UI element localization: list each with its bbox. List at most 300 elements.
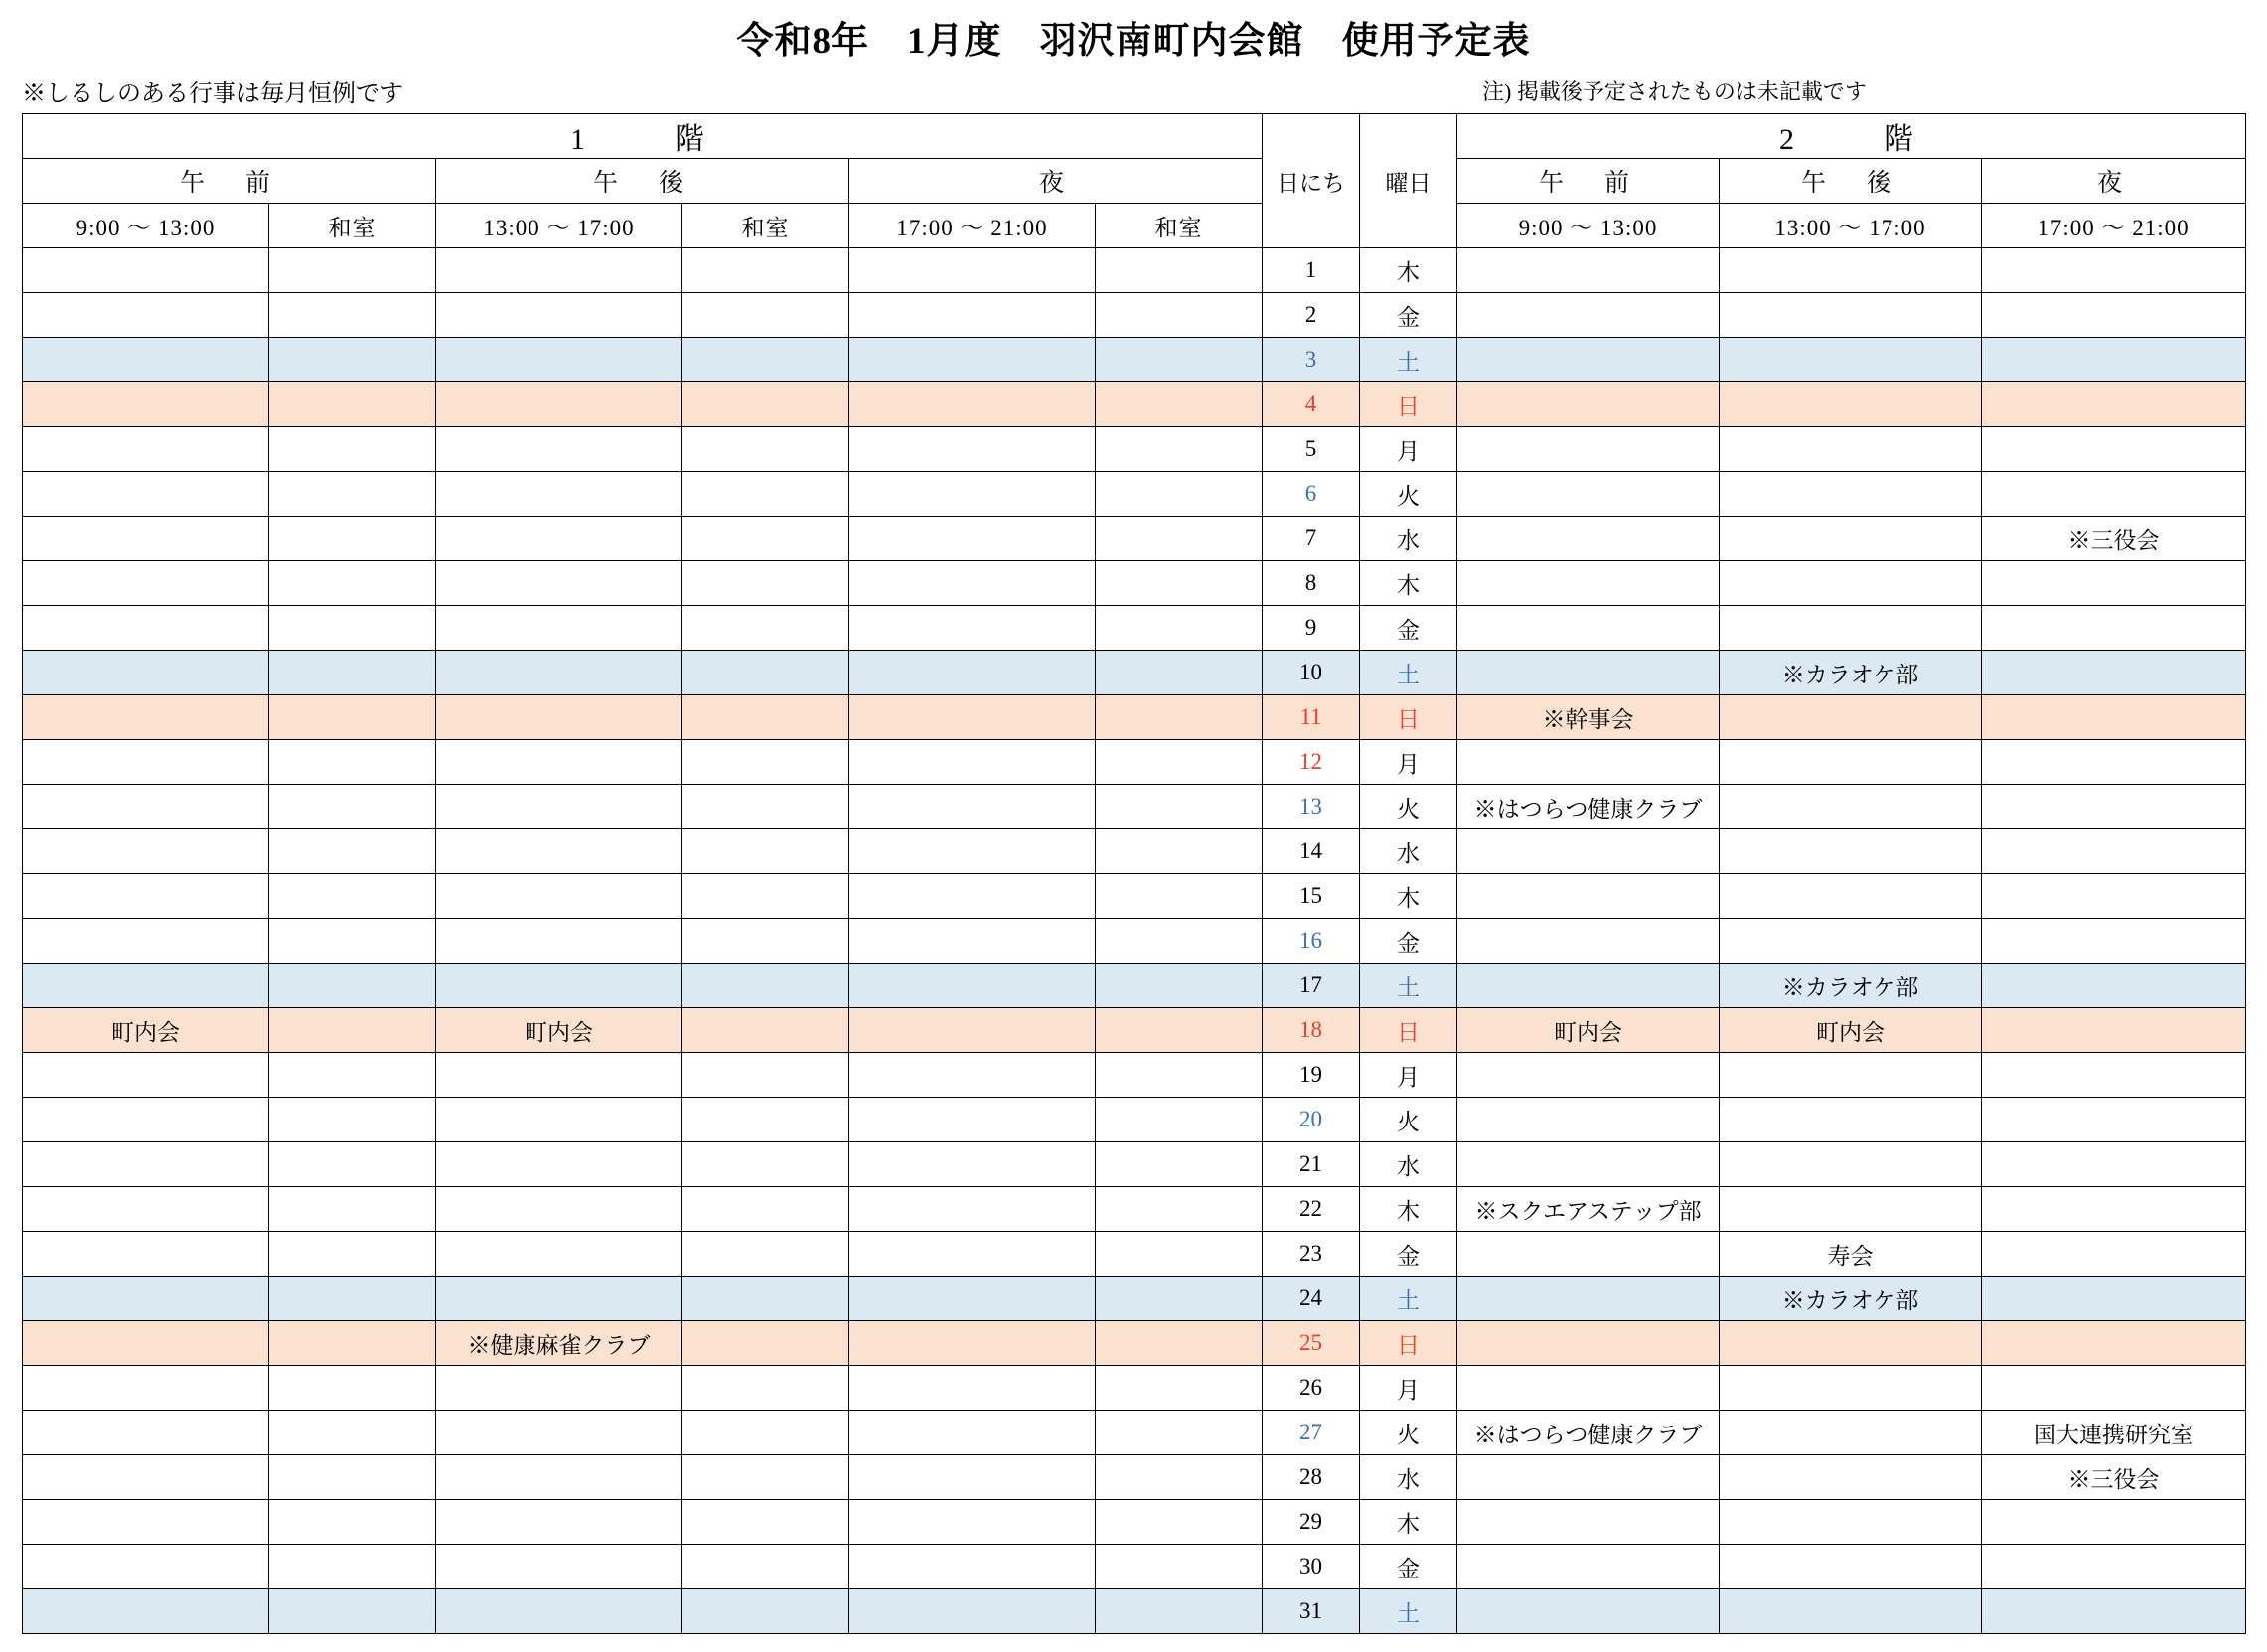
- cell-f2-morning[interactable]: [1457, 517, 1720, 561]
- cell-f2-morning[interactable]: ※はつらつ健康クラブ: [1457, 785, 1720, 829]
- cell-f1-afternoon-washitsu[interactable]: [682, 338, 849, 382]
- cell-f1-morning[interactable]: [23, 874, 269, 919]
- cell-f1-night[interactable]: [849, 338, 1096, 382]
- header-floor1: 1 階: [23, 114, 1263, 159]
- cell-f1-night-washitsu[interactable]: [1096, 651, 1263, 695]
- table-row: [23, 740, 2246, 785]
- cell-f1-night-washitsu[interactable]: [1096, 1142, 1263, 1187]
- cell-f2-morning[interactable]: ※はつらつ健康クラブ: [1457, 1411, 1720, 1455]
- cell-f1-morning[interactable]: [23, 293, 269, 338]
- cell-f1-night[interactable]: [849, 606, 1096, 651]
- cell-f1-night-washitsu[interactable]: [1096, 1500, 1263, 1545]
- cell-f1-night-washitsu[interactable]: [1096, 472, 1263, 517]
- cell-f1-morning[interactable]: [23, 338, 269, 382]
- cell-f1-afternoon[interactable]: [436, 517, 682, 561]
- cell-f1-morning-washitsu[interactable]: [269, 874, 436, 919]
- cell-f1-morning-washitsu[interactable]: [269, 1053, 436, 1098]
- cell-f1-afternoon[interactable]: [436, 1545, 682, 1589]
- cell-f1-morning-washitsu[interactable]: [269, 1142, 436, 1187]
- cell-f2-afternoon[interactable]: [1720, 517, 1982, 561]
- cell-f1-afternoon[interactable]: [436, 248, 682, 293]
- cell-f1-night-washitsu[interactable]: [1096, 606, 1263, 651]
- cell-f1-afternoon[interactable]: 町内会: [436, 1008, 682, 1053]
- cell-f1-afternoon[interactable]: [436, 695, 682, 740]
- cell-f1-morning-washitsu[interactable]: [269, 919, 436, 964]
- cell-f1-afternoon[interactable]: [436, 874, 682, 919]
- cell-f1-afternoon-washitsu[interactable]: [682, 874, 849, 919]
- cell-f1-night-washitsu[interactable]: [1096, 1321, 1263, 1366]
- cell-f2-night[interactable]: [1982, 606, 2246, 651]
- cell-f1-night-washitsu[interactable]: [1096, 427, 1263, 472]
- cell-f1-night[interactable]: [849, 1366, 1096, 1411]
- cell-f1-morning-washitsu[interactable]: [269, 740, 436, 785]
- cell-f1-morning[interactable]: [23, 695, 269, 740]
- cell-f1-night-washitsu[interactable]: [1096, 1008, 1263, 1053]
- cell-f1-morning[interactable]: [23, 829, 269, 874]
- cell-f1-morning-washitsu[interactable]: [269, 1098, 436, 1142]
- cell-f2-afternoon[interactable]: [1720, 695, 1982, 740]
- cell-f1-morning[interactable]: [23, 651, 269, 695]
- cell-f1-night-washitsu[interactable]: [1096, 382, 1263, 427]
- cell-f1-afternoon[interactable]: [436, 293, 682, 338]
- cell-f1-night-washitsu[interactable]: [1096, 561, 1263, 606]
- cell-f1-morning[interactable]: [23, 1098, 269, 1142]
- cell-f1-night[interactable]: [849, 1008, 1096, 1053]
- cell-f1-night[interactable]: [849, 1187, 1096, 1232]
- cell-f2-afternoon[interactable]: [1720, 1545, 1982, 1589]
- table-row: [23, 338, 2246, 382]
- cell-f1-morning[interactable]: 町内会: [23, 1008, 269, 1053]
- cell-f2-afternoon[interactable]: [1720, 1500, 1982, 1545]
- cell-f1-afternoon-washitsu[interactable]: [682, 1142, 849, 1187]
- cell-f1-morning[interactable]: [23, 1366, 269, 1411]
- cell-f2-night[interactable]: [1982, 1545, 2246, 1589]
- cell-f2-morning[interactable]: [1457, 472, 1720, 517]
- cell-f2-morning[interactable]: [1457, 1277, 1720, 1321]
- cell-f1-afternoon[interactable]: [436, 1411, 682, 1455]
- cell-f2-morning[interactable]: [1457, 1545, 1720, 1589]
- cell-f1-morning-washitsu[interactable]: [269, 1232, 436, 1277]
- cell-f1-afternoon[interactable]: [436, 1053, 682, 1098]
- cell-f2-morning[interactable]: [1457, 1321, 1720, 1366]
- cell-day-number: 28: [1263, 1455, 1360, 1500]
- cell-f2-afternoon[interactable]: [1720, 472, 1982, 517]
- cell-f2-night[interactable]: [1982, 338, 2246, 382]
- cell-f1-night[interactable]: [849, 651, 1096, 695]
- cell-f1-morning-washitsu[interactable]: [269, 561, 436, 606]
- cell-f1-night[interactable]: [849, 964, 1096, 1008]
- cell-f2-afternoon[interactable]: 寿会: [1720, 1232, 1982, 1277]
- cell-f1-morning-washitsu[interactable]: [269, 1500, 436, 1545]
- cell-f2-morning[interactable]: [1457, 248, 1720, 293]
- cell-f1-afternoon[interactable]: [436, 338, 682, 382]
- cell-f1-night[interactable]: [849, 1232, 1096, 1277]
- cell-f1-morning[interactable]: [23, 382, 269, 427]
- cell-f1-morning-washitsu[interactable]: [269, 1545, 436, 1589]
- cell-f1-night[interactable]: [849, 1053, 1096, 1098]
- cell-f1-afternoon[interactable]: [436, 1232, 682, 1277]
- cell-f1-night[interactable]: [849, 829, 1096, 874]
- cell-f1-afternoon[interactable]: [436, 1366, 682, 1411]
- cell-f1-afternoon-washitsu[interactable]: [682, 1411, 849, 1455]
- cell-f2-night[interactable]: [1982, 1277, 2246, 1321]
- cell-f2-night[interactable]: [1982, 1053, 2246, 1098]
- cell-f1-night[interactable]: [849, 1455, 1096, 1500]
- cell-f2-night[interactable]: [1982, 919, 2246, 964]
- cell-f1-afternoon[interactable]: [436, 472, 682, 517]
- cell-f1-afternoon-washitsu[interactable]: [682, 919, 849, 964]
- cell-f2-morning[interactable]: ※幹事会: [1457, 695, 1720, 740]
- cell-f2-night[interactable]: [1982, 472, 2246, 517]
- cell-f1-night[interactable]: [849, 561, 1096, 606]
- cell-f2-night[interactable]: [1982, 964, 2246, 1008]
- cell-f1-afternoon[interactable]: [436, 1589, 682, 1634]
- cell-f1-afternoon[interactable]: [436, 1142, 682, 1187]
- cell-f1-night[interactable]: [849, 1098, 1096, 1142]
- cell-f2-afternoon[interactable]: [1720, 1455, 1982, 1500]
- cell-f2-afternoon[interactable]: [1720, 1187, 1982, 1232]
- cell-f1-night[interactable]: [849, 695, 1096, 740]
- cell-f1-afternoon-washitsu[interactable]: [682, 1187, 849, 1232]
- cell-f1-afternoon-washitsu[interactable]: [682, 740, 849, 785]
- cell-f1-night-washitsu[interactable]: [1096, 517, 1263, 561]
- cell-f2-afternoon[interactable]: [1720, 293, 1982, 338]
- cell-f2-afternoon[interactable]: ※カラオケ部: [1720, 651, 1982, 695]
- cell-f2-afternoon[interactable]: ※カラオケ部: [1720, 1277, 1982, 1321]
- cell-f2-morning[interactable]: [1457, 1098, 1720, 1142]
- cell-f1-afternoon-washitsu[interactable]: [682, 517, 849, 561]
- cell-f2-afternoon[interactable]: [1720, 1142, 1982, 1187]
- cell-f1-morning[interactable]: [23, 1321, 269, 1366]
- cell-f1-night-washitsu[interactable]: [1096, 1411, 1263, 1455]
- table-row: [23, 427, 2246, 472]
- cell-f1-night[interactable]: [849, 1411, 1096, 1455]
- table-row: [23, 1277, 2246, 1321]
- cell-f1-afternoon[interactable]: [436, 651, 682, 695]
- cell-f1-night[interactable]: [849, 874, 1096, 919]
- cell-f1-night-washitsu[interactable]: [1096, 1455, 1263, 1500]
- cell-f1-afternoon-washitsu[interactable]: [682, 427, 849, 472]
- cell-f1-morning-washitsu[interactable]: [269, 1589, 436, 1634]
- cell-f1-morning[interactable]: [23, 1232, 269, 1277]
- cell-f1-night[interactable]: [849, 1321, 1096, 1366]
- cell-f1-afternoon-washitsu[interactable]: [682, 829, 849, 874]
- cell-f1-morning-washitsu[interactable]: [269, 1411, 436, 1455]
- cell-f1-morning-washitsu[interactable]: [269, 248, 436, 293]
- cell-f1-morning-washitsu[interactable]: [269, 1366, 436, 1411]
- cell-f1-afternoon-washitsu[interactable]: [682, 695, 849, 740]
- cell-f1-afternoon-washitsu[interactable]: [682, 1008, 849, 1053]
- cell-f1-afternoon[interactable]: [436, 919, 682, 964]
- cell-f1-afternoon-washitsu[interactable]: [682, 1232, 849, 1277]
- cell-f1-night-washitsu[interactable]: [1096, 338, 1263, 382]
- cell-f2-morning[interactable]: [1457, 1053, 1720, 1098]
- cell-f2-morning[interactable]: 町内会: [1457, 1008, 1720, 1053]
- cell-day-number: 17: [1263, 964, 1360, 1008]
- cell-f1-morning-washitsu[interactable]: [269, 517, 436, 561]
- cell-f1-afternoon[interactable]: [436, 382, 682, 427]
- header-f1-night-time: 17:00 〜 21:00: [849, 204, 1096, 248]
- cell-f1-afternoon[interactable]: [436, 1500, 682, 1545]
- cell-f2-afternoon[interactable]: [1720, 1321, 1982, 1366]
- cell-f1-night[interactable]: [849, 382, 1096, 427]
- cell-f2-afternoon[interactable]: [1720, 829, 1982, 874]
- cell-f1-morning[interactable]: [23, 919, 269, 964]
- cell-f1-morning[interactable]: [23, 561, 269, 606]
- cell-day-of-week: 木: [1360, 874, 1457, 919]
- cell-f2-night[interactable]: [1982, 1366, 2246, 1411]
- header-f2-morning-time: 9:00 〜 13:00: [1457, 204, 1720, 248]
- cell-f1-afternoon[interactable]: [436, 785, 682, 829]
- cell-f1-afternoon[interactable]: [436, 427, 682, 472]
- cell-f2-morning[interactable]: [1457, 964, 1720, 1008]
- cell-f1-morning-washitsu[interactable]: [269, 338, 436, 382]
- cell-f1-afternoon-washitsu[interactable]: [682, 964, 849, 1008]
- table-row: [23, 382, 2246, 427]
- cell-f2-night[interactable]: [1982, 1187, 2246, 1232]
- cell-f2-night[interactable]: [1982, 382, 2246, 427]
- cell-f1-night-washitsu[interactable]: [1096, 1545, 1263, 1589]
- cell-f1-afternoon-washitsu[interactable]: [682, 1277, 849, 1321]
- cell-f1-afternoon-washitsu[interactable]: [682, 561, 849, 606]
- cell-day-number: 6: [1263, 472, 1360, 517]
- cell-f2-morning[interactable]: [1457, 829, 1720, 874]
- cell-f1-morning-washitsu[interactable]: [269, 964, 436, 1008]
- cell-f1-morning[interactable]: [23, 1277, 269, 1321]
- cell-f2-morning[interactable]: [1457, 874, 1720, 919]
- cell-f2-afternoon[interactable]: [1720, 785, 1982, 829]
- cell-f2-night[interactable]: [1982, 651, 2246, 695]
- cell-f1-night[interactable]: [849, 248, 1096, 293]
- cell-f1-night-washitsu[interactable]: [1096, 785, 1263, 829]
- cell-f2-morning[interactable]: [1457, 919, 1720, 964]
- cell-f2-night[interactable]: 国大連携研究室: [1982, 1411, 2246, 1455]
- cell-f1-morning[interactable]: [23, 964, 269, 1008]
- cell-f1-morning[interactable]: [23, 1411, 269, 1455]
- cell-f1-afternoon[interactable]: [436, 964, 682, 1008]
- cell-day-number: 19: [1263, 1053, 1360, 1098]
- cell-f2-morning[interactable]: [1457, 293, 1720, 338]
- cell-f1-night-washitsu[interactable]: [1096, 919, 1263, 964]
- cell-f1-morning-washitsu[interactable]: [269, 1008, 436, 1053]
- cell-f1-morning-washitsu[interactable]: [269, 651, 436, 695]
- cell-f1-afternoon[interactable]: [436, 606, 682, 651]
- cell-f1-night-washitsu[interactable]: [1096, 1277, 1263, 1321]
- cell-day-number: 10: [1263, 651, 1360, 695]
- cell-f1-morning[interactable]: [23, 1455, 269, 1500]
- cell-f1-afternoon-washitsu[interactable]: [682, 606, 849, 651]
- cell-f1-morning[interactable]: [23, 1500, 269, 1545]
- cell-f1-afternoon[interactable]: [436, 829, 682, 874]
- cell-f2-morning[interactable]: [1457, 1232, 1720, 1277]
- cell-f1-morning-washitsu[interactable]: [269, 1187, 436, 1232]
- cell-f1-morning-washitsu[interactable]: [269, 695, 436, 740]
- cell-f1-night[interactable]: [849, 785, 1096, 829]
- cell-f2-night[interactable]: [1982, 1321, 2246, 1366]
- cell-f1-morning-washitsu[interactable]: [269, 1321, 436, 1366]
- cell-f1-night-washitsu[interactable]: [1096, 874, 1263, 919]
- cell-f2-afternoon[interactable]: [1720, 1589, 1982, 1634]
- cell-f1-morning-washitsu[interactable]: [269, 427, 436, 472]
- cell-f1-morning-washitsu[interactable]: [269, 293, 436, 338]
- cell-f1-afternoon-washitsu[interactable]: [682, 1053, 849, 1098]
- cell-f2-night[interactable]: [1982, 293, 2246, 338]
- cell-f2-afternoon[interactable]: ※カラオケ部: [1720, 964, 1982, 1008]
- cell-f2-morning[interactable]: [1457, 651, 1720, 695]
- cell-f2-afternoon[interactable]: [1720, 1098, 1982, 1142]
- cell-f1-morning-washitsu[interactable]: [269, 472, 436, 517]
- header-f1-night: 夜: [849, 159, 1263, 204]
- cell-f2-morning[interactable]: [1457, 338, 1720, 382]
- cell-f1-morning[interactable]: [23, 1589, 269, 1634]
- cell-f1-afternoon[interactable]: [436, 1187, 682, 1232]
- cell-f2-afternoon[interactable]: 町内会: [1720, 1008, 1982, 1053]
- cell-f1-morning[interactable]: [23, 785, 269, 829]
- cell-f1-night-washitsu[interactable]: [1096, 1187, 1263, 1232]
- cell-f1-afternoon-washitsu[interactable]: [682, 785, 849, 829]
- cell-f2-afternoon[interactable]: [1720, 740, 1982, 785]
- cell-f1-morning[interactable]: [23, 248, 269, 293]
- cell-f1-afternoon-washitsu[interactable]: [682, 1589, 849, 1634]
- cell-f1-night-washitsu[interactable]: [1096, 1589, 1263, 1634]
- cell-f1-afternoon-washitsu[interactable]: [682, 1455, 849, 1500]
- cell-f2-morning[interactable]: [1457, 561, 1720, 606]
- cell-f2-night[interactable]: [1982, 1589, 2246, 1634]
- cell-f1-night[interactable]: [849, 427, 1096, 472]
- cell-f2-afternoon[interactable]: [1720, 606, 1982, 651]
- cell-day-of-week: 金: [1360, 1232, 1457, 1277]
- cell-f1-night[interactable]: [849, 472, 1096, 517]
- cell-f1-afternoon-washitsu[interactable]: [682, 1545, 849, 1589]
- cell-day-of-week: 木: [1360, 248, 1457, 293]
- cell-f1-afternoon-washitsu[interactable]: [682, 472, 849, 517]
- cell-f2-afternoon[interactable]: [1720, 1366, 1982, 1411]
- cell-f1-afternoon-washitsu[interactable]: [682, 651, 849, 695]
- cell-f2-morning[interactable]: [1457, 1142, 1720, 1187]
- cell-f1-morning[interactable]: [23, 517, 269, 561]
- cell-f2-night[interactable]: [1982, 785, 2246, 829]
- cell-f1-night-washitsu[interactable]: [1096, 248, 1263, 293]
- cell-f1-night[interactable]: [849, 1277, 1096, 1321]
- cell-f1-afternoon[interactable]: [436, 740, 682, 785]
- cell-f1-night[interactable]: [849, 1545, 1096, 1589]
- cell-f2-night[interactable]: [1982, 1500, 2246, 1545]
- cell-f1-night[interactable]: [849, 1589, 1096, 1634]
- cell-f2-afternoon[interactable]: [1720, 427, 1982, 472]
- cell-f2-afternoon[interactable]: [1720, 382, 1982, 427]
- cell-f1-afternoon-washitsu[interactable]: [682, 1321, 849, 1366]
- cell-f2-night[interactable]: ※三役会: [1982, 517, 2246, 561]
- cell-f2-night[interactable]: [1982, 561, 2246, 606]
- cell-f1-morning-washitsu[interactable]: [269, 829, 436, 874]
- cell-f1-afternoon[interactable]: [436, 561, 682, 606]
- cell-f1-night-washitsu[interactable]: [1096, 1098, 1263, 1142]
- cell-f2-morning[interactable]: [1457, 606, 1720, 651]
- cell-f1-night[interactable]: [849, 293, 1096, 338]
- cell-f2-morning[interactable]: [1457, 1455, 1720, 1500]
- cell-f2-morning[interactable]: [1457, 382, 1720, 427]
- cell-f1-afternoon[interactable]: [436, 1277, 682, 1321]
- cell-f2-night[interactable]: [1982, 740, 2246, 785]
- cell-f2-morning[interactable]: [1457, 740, 1720, 785]
- cell-f1-afternoon-washitsu[interactable]: [682, 382, 849, 427]
- cell-f1-afternoon-washitsu[interactable]: [682, 1500, 849, 1545]
- cell-f1-night-washitsu[interactable]: [1096, 293, 1263, 338]
- cell-f1-night-washitsu[interactable]: [1096, 695, 1263, 740]
- cell-f1-morning-washitsu[interactable]: [269, 785, 436, 829]
- table-body: [23, 248, 2246, 1634]
- cell-f1-night[interactable]: [849, 919, 1096, 964]
- cell-f2-night[interactable]: [1982, 1142, 2246, 1187]
- cell-f2-night[interactable]: ※三役会: [1982, 1455, 2246, 1500]
- cell-f2-afternoon[interactable]: [1720, 874, 1982, 919]
- cell-f2-afternoon[interactable]: [1720, 1411, 1982, 1455]
- cell-f2-night[interactable]: [1982, 874, 2246, 919]
- cell-f1-night[interactable]: [849, 740, 1096, 785]
- cell-f1-morning[interactable]: [23, 472, 269, 517]
- cell-f1-morning[interactable]: [23, 427, 269, 472]
- cell-f1-afternoon-washitsu[interactable]: [682, 1098, 849, 1142]
- cell-f1-afternoon[interactable]: ※健康麻雀クラブ: [436, 1321, 682, 1366]
- cell-f2-night[interactable]: [1982, 829, 2246, 874]
- cell-f2-night[interactable]: [1982, 1008, 2246, 1053]
- cell-f1-morning[interactable]: [23, 1545, 269, 1589]
- cell-f2-night[interactable]: [1982, 695, 2246, 740]
- cell-f2-afternoon[interactable]: [1720, 919, 1982, 964]
- cell-f1-morning-washitsu[interactable]: [269, 606, 436, 651]
- cell-f1-night-washitsu[interactable]: [1096, 740, 1263, 785]
- cell-f1-morning-washitsu[interactable]: [269, 1455, 436, 1500]
- cell-f2-afternoon[interactable]: [1720, 1053, 1982, 1098]
- cell-f1-night-washitsu[interactable]: [1096, 1053, 1263, 1098]
- cell-f1-morning[interactable]: [23, 1187, 269, 1232]
- cell-f2-morning[interactable]: ※スクエアステップ部: [1457, 1187, 1720, 1232]
- cell-f2-night[interactable]: [1982, 1232, 2246, 1277]
- cell-f1-morning-washitsu[interactable]: [269, 1277, 436, 1321]
- cell-f1-afternoon[interactable]: [436, 1455, 682, 1500]
- table-header: [23, 114, 2246, 248]
- cell-f1-morning[interactable]: [23, 1053, 269, 1098]
- cell-f2-night[interactable]: [1982, 427, 2246, 472]
- cell-f1-night[interactable]: [849, 1142, 1096, 1187]
- cell-f1-morning-washitsu[interactable]: [269, 382, 436, 427]
- cell-f1-night-washitsu[interactable]: [1096, 829, 1263, 874]
- cell-f2-morning[interactable]: [1457, 1589, 1720, 1634]
- cell-f2-morning[interactable]: [1457, 427, 1720, 472]
- cell-f1-night[interactable]: [849, 517, 1096, 561]
- cell-f1-night-washitsu[interactable]: [1096, 964, 1263, 1008]
- cell-day-number: 8: [1263, 561, 1360, 606]
- cell-f2-afternoon[interactable]: [1720, 248, 1982, 293]
- cell-f2-night[interactable]: [1982, 248, 2246, 293]
- cell-f2-morning[interactable]: [1457, 1500, 1720, 1545]
- cell-f2-afternoon[interactable]: [1720, 561, 1982, 606]
- cell-f2-night[interactable]: [1982, 1098, 2246, 1142]
- cell-f2-afternoon[interactable]: [1720, 338, 1982, 382]
- cell-f1-afternoon-washitsu[interactable]: [682, 293, 849, 338]
- cell-f1-afternoon-washitsu[interactable]: [682, 248, 849, 293]
- cell-f1-morning[interactable]: [23, 740, 269, 785]
- header-row-floor: [23, 114, 2246, 159]
- cell-f1-night[interactable]: [849, 1500, 1096, 1545]
- cell-f1-afternoon-washitsu[interactable]: [682, 1366, 849, 1411]
- cell-f1-morning[interactable]: [23, 606, 269, 651]
- cell-f2-morning[interactable]: [1457, 1366, 1720, 1411]
- cell-f1-night-washitsu[interactable]: [1096, 1232, 1263, 1277]
- cell-f1-morning[interactable]: [23, 1142, 269, 1187]
- cell-f1-night-washitsu[interactable]: [1096, 1366, 1263, 1411]
- cell-f1-afternoon[interactable]: [436, 1098, 682, 1142]
